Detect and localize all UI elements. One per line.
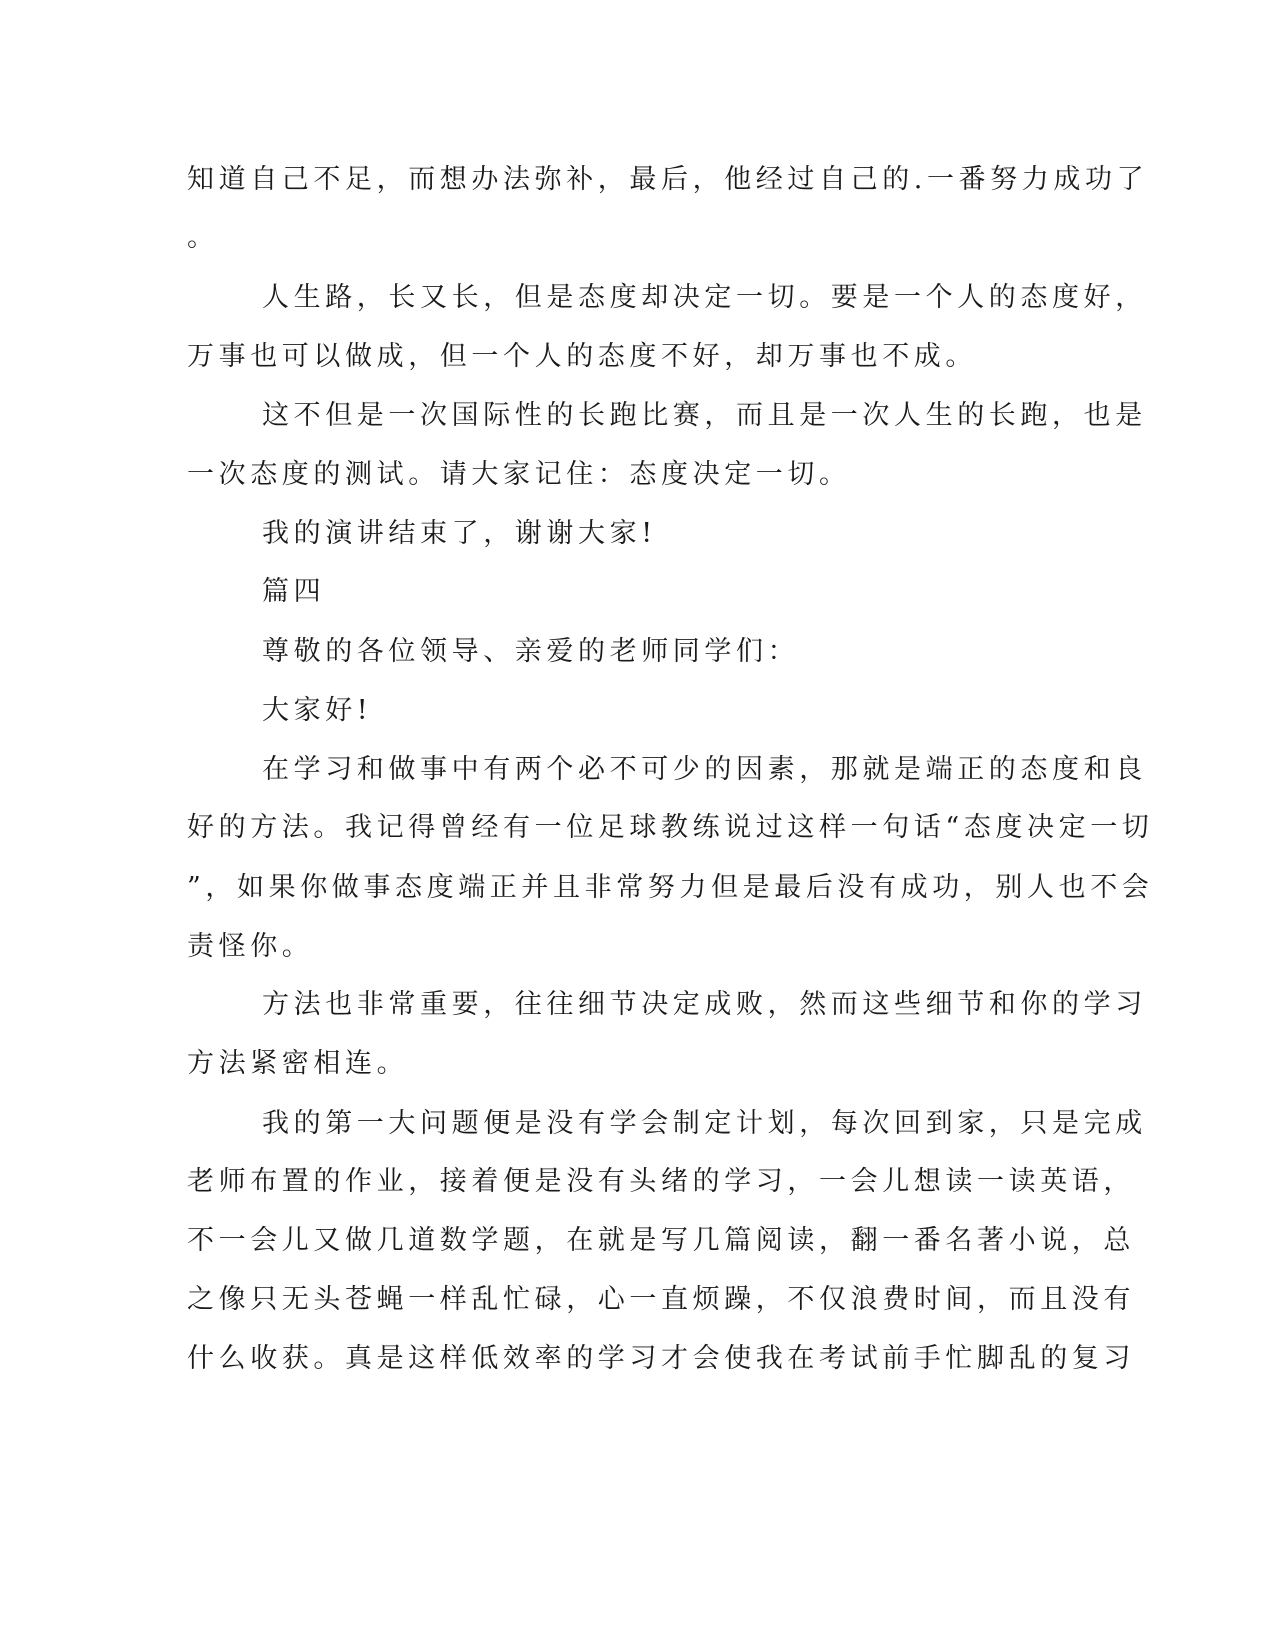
text-line: 之像只无头苍蝇一样乱忙碌，心一直烦躁，不仅浪费时间，而且没有 [187,1284,1135,1315]
text-line: ”，如果你做事态度端正并且非常努力但是最后没有成功，别人也不会 [187,872,1154,903]
text-line: 不一会儿又做几道数学题，在就是写几篇阅读，翻一番名著小说，总 [187,1225,1135,1256]
text-line: 什么收获。真是这样低效率的学习才会使我在考试前手忙脚乱的复习 [187,1343,1135,1374]
greeting: 大家好! [262,695,373,726]
paragraph-start: 方法也非常重要，往往细节决定成败，然而这些细节和你的学习 [262,989,1147,1020]
paragraph-start: 人生路，长又长，但是态度却决定一切。要是一个人的态度好， [262,282,1147,313]
paragraph-start: 这不但是一次国际性的长跑比赛，而且是一次人生的长跑，也是 [262,400,1147,431]
section-heading: 篇四 [262,576,326,607]
text-line: 方法紧密相连。 [187,1048,409,1079]
text-line: 好的方法。我记得曾经有一位足球教练说过这样一句话“态度决定一切 [187,812,1154,843]
paragraph-start: 我的第一大问题便是没有学会制定计划，每次回到家，只是完成 [262,1108,1147,1139]
salutation: 尊敬的各位领导、亲爱的老师同学们： [262,636,800,667]
text-line: 老师布置的作业，接着便是没有头绪的学习，一会儿想读一读英语， [187,1166,1135,1197]
text-line: 。 [187,222,219,253]
text-line: 知道自己不足，而想办法弥补，最后，他经过自己的.一番努力成功了 [187,164,1149,195]
paragraph-start: 在学习和做事中有两个必不可少的因素，那就是端正的态度和良 [262,754,1147,785]
paragraph-start: 我的演讲结束了，谢谢大家! [262,518,657,549]
text-line: 万事也可以做成，但一个人的态度不好，却万事也不成。 [187,341,977,372]
text-line: 一次态度的测试。请大家记住：态度决定一切。 [187,459,851,490]
text-line: 责怪你。 [187,931,314,962]
